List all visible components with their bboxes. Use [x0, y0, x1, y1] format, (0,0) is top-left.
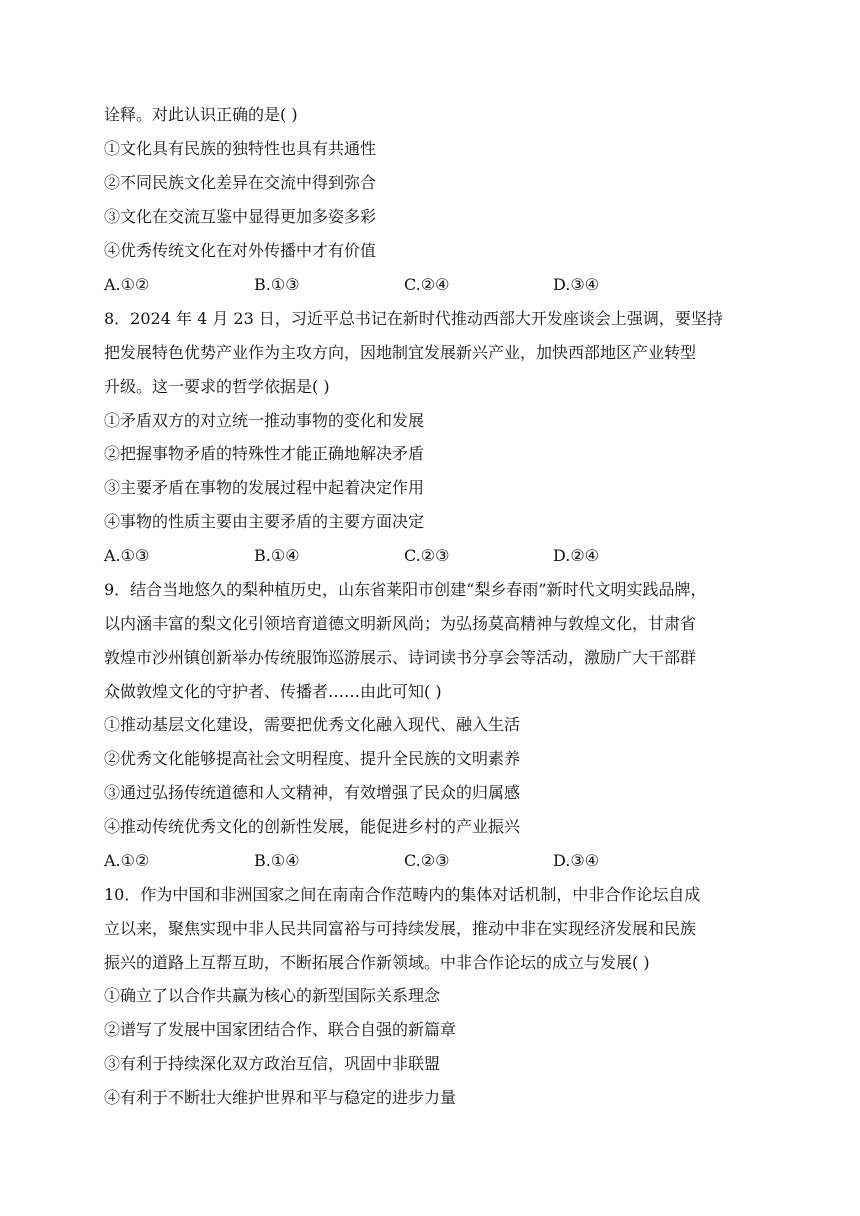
q9-item-2: ②优秀文化能够提高社会文明程度、提升全民族的文明素养: [104, 749, 521, 768]
q9-item-1: ①推动基层文化建设，需要把优秀文化融入现代、融入生活: [104, 715, 521, 734]
q8-item-4: ④事物的性质主要由主要矛盾的主要方面决定: [104, 512, 425, 531]
q7-option-d: D.③④: [553, 275, 600, 294]
q9-stem-line-4: 众做敦煌文化的守护者、传播者……由此可知( ): [104, 682, 442, 701]
q9-item-4: ④推动传统优秀文化的创新性发展，能促进乡村的产业振兴: [104, 817, 521, 836]
q10-item-4: ④有利于不断壮大维护世界和平与稳定的进步力量: [104, 1088, 457, 1107]
q8-item-1: ①矛盾双方的对立统一推动事物的变化和发展: [104, 411, 425, 430]
q7-option-c: C.②④: [404, 275, 450, 294]
q8-item-2: ②把握事物矛盾的特殊性才能正确地解决矛盾: [104, 444, 425, 463]
q10-item-2: ②谱写了发展中国家团结合作、联合自强的新篇章: [104, 1020, 457, 1039]
q9-option-c: C.②③: [404, 851, 450, 870]
q8-stem-line-2: 把发展特色优势产业作为主攻方向，因地制宜发展新兴产业，加快西部地区产业转型: [104, 343, 697, 362]
q9-option-b: B.①④: [254, 851, 300, 870]
q10-stem-line-1: 10．作为中国和非洲国家之间在南南合作范畴内的集体对话机制，中非合作论坛自成: [104, 885, 701, 904]
q10-item-3: ③有利于持续深化双方政治互信，巩固中非联盟: [104, 1054, 441, 1073]
q7-item-2: ②不同民族文化差异在交流中得到弥合: [104, 173, 377, 192]
q10-stem-line-3: 振兴的道路上互帮互助，不断拓展合作新领域。中非合作论坛的成立与发展( ): [104, 953, 650, 972]
q10-stem-line-2: 立以来，聚焦实现中非人民共同富裕与可持续发展，推动中非在实现经济发展和民族: [104, 919, 697, 938]
q10-item-1: ①确立了以合作共赢为核心的新型国际关系理念: [104, 986, 441, 1005]
q9-item-3: ③通过弘扬传统道德和人文精神，有效增强了民众的归属感: [104, 783, 521, 802]
q7-item-3: ③文化在交流互鉴中显得更加多姿多彩: [104, 207, 377, 226]
q8-option-a: A.①③: [104, 546, 150, 565]
q9-option-d: D.③④: [553, 851, 600, 870]
q8-stem-line-1: 8．2024 年 4 月 23 日，习近平总书记在新时代推动西部大开发座谈会上强调，要坚持: [104, 309, 723, 328]
q7-option-a: A.①②: [104, 275, 150, 294]
q9-option-a: A.①②: [104, 851, 150, 870]
q7-stem-tail: 诠释。对此认识正确的是( ): [104, 105, 298, 124]
q9-stem-line-3: 敦煌市沙州镇创新举办传统服饰巡游展示、诗词读书分享会等活动，激励广大干部群: [104, 648, 697, 667]
q7-option-b: B.①③: [254, 275, 300, 294]
q8-option-c: C.②③: [404, 546, 450, 565]
q8-item-3: ③主要矛盾在事物的发展过程中起着决定作用: [104, 478, 425, 497]
q8-option-d: D.②④: [553, 546, 600, 565]
q8-option-b: B.①④: [254, 546, 300, 565]
q8-stem-line-3: 升级。这一要求的哲学依据是( ): [104, 377, 330, 396]
q7-item-4: ④优秀传统文化在对外传播中才有价值: [104, 241, 377, 260]
q7-item-1: ①文化具有民族的独特性也具有共通性: [104, 139, 377, 158]
q9-stem-line-1: 9．结合当地悠久的梨种植历史，山东省莱阳市创建“梨乡春雨”新时代文明实践品牌，: [104, 580, 707, 599]
q9-stem-line-2: 以内涵丰富的梨文化引领培育道德文明新风尚；为弘扬莫高精神与敦煌文化，甘肃省: [104, 614, 697, 633]
